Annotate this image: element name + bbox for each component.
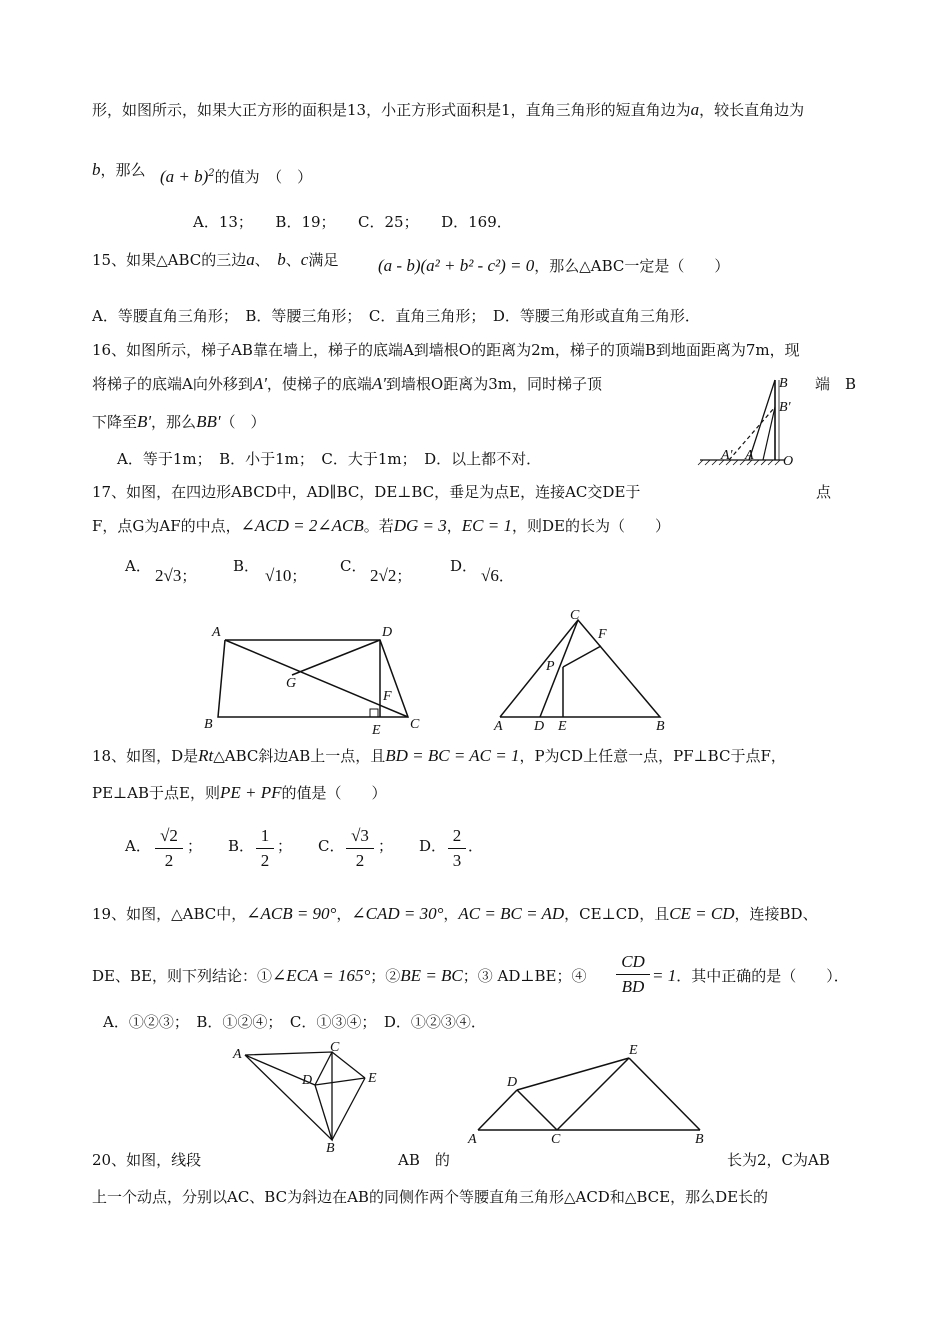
q18-frac-a: √2 2 [155,826,183,871]
q14-expr: $(a + b)^2$的值为 （ ） [160,167,313,186]
q20-line1-a: 20、如图，线段 [92,1151,202,1169]
fig1-A: A [212,625,221,640]
fig2-B: B [656,719,665,734]
fig3-E: E [368,1071,377,1086]
triangle-p-figure [490,610,680,735]
fig4-E: E [629,1043,638,1058]
q17-line2: F，点G为AF的中点，∠ACD = 2∠ACB。若DG = 3，EC = 1，则DE的长为（ ） [92,516,670,535]
q16-line2-tail: 端 B [815,375,857,393]
fig4-D: D [507,1075,518,1090]
fig1-C: C [410,717,420,732]
fig3-B: B [326,1141,335,1156]
q20-line1-b: AB 的 [398,1151,450,1169]
q17-option-d: D． [450,557,478,575]
label-A: A [745,448,754,463]
q18-opt-d: D． [419,837,447,855]
fig2-C: C [570,608,580,623]
q15-options: A．等腰直角三角形； B．等腰三角形； C．直角三角形； D．等腰三角形或直角三角形． [92,307,700,325]
q15-stem: 15、如果△ABC的三边a、 b、c满足 [92,250,339,269]
fig2-P: P [546,659,555,674]
q20-line2: 上一个动点，分别以AC、BC为斜边在AB的同侧作两个等腰直角三角形△ACD和△BCE，那么DE长的 [92,1188,769,1206]
q18-opt-a: A． [125,837,151,855]
q18-end: ． [468,837,484,855]
q18-semi-b: ； [277,837,293,855]
label-B: B [779,376,788,391]
fig1-E: E [372,723,381,738]
q18-semi-c: ； [378,837,394,855]
fig3-D: D [302,1073,313,1088]
label-Bp: B' [779,400,791,415]
q14-line2: b，那么 [92,160,146,179]
fig4-B: B [695,1132,704,1147]
q20-line1-c: 长为2，C为AB [727,1151,830,1169]
q19-line2-tail: = 1．其中正确的是（ ）． [652,966,849,985]
q18-opt-b: B． [228,837,255,855]
q14-options: A．13； B．19； C．25； D．169． [193,213,512,231]
q18-semi-a: ； [187,837,203,855]
fig1-B: B [204,717,213,732]
q15-expr: (a - b)(a² + b² - c²) = 0，那么△ABC一定是（ ） [378,256,730,275]
q18-line2: PE⊥AB于点E，则PE + PF的值是（ ） [92,783,387,802]
q17-option-a: A． [125,557,151,575]
ladder-figure [695,375,805,470]
q17-option-c: C． [340,557,367,575]
fig4-A: A [468,1132,477,1147]
q16-line1: 16、如图所示，梯子AB靠在墙上，梯子的底端A到墙根O的距离为2m，梯子的顶端B到地面距离为7m，现 [92,341,800,359]
q17-val-c: 2√2； [370,566,412,585]
q18-line1: 18、如图，D是Rt△ABC斜边AB上一点，且BD = BC = AC = 1，P为CD上任意一点，PF⊥BC于点F， [92,746,786,765]
label-Ap: A' [721,448,733,463]
q17-option-b: B． [233,557,260,575]
q19-figure [230,1040,390,1155]
fig2-A: A [494,719,503,734]
fig2-F: F [598,627,607,642]
trapezoid-figure [200,620,430,740]
fig3-A: A [233,1047,242,1062]
q19-options: A．①②③； B．①②④； C．①③④； D．①②③④． [103,1013,486,1031]
q14-line1: 形，如图所示，如果大正方形的面积是13，小正方形式面积是1，直角三角形的短直角边为a，较长直角边为 [92,100,805,119]
q20-figure [465,1040,715,1150]
q17-line1: 17、如图，在四边形ABCD中，AD∥BC，DE⊥BC，垂足为点E，连接AC交DE于 [92,483,641,501]
q18-opt-c: C． [318,837,345,855]
fig1-F: F [383,689,392,704]
q19-frac: CD BD [616,952,650,997]
var-a: a [690,100,700,119]
fig4-C: C [551,1132,561,1147]
fig3-C: C [330,1040,340,1055]
q16-options: A．等于1m； B．小于1m； C．大于1m； D．以上都不对． [117,450,542,468]
q16-line2: 将梯子的底端A向外移到A'，使梯子的底端A'到墙根O距离为3m，同时梯子顶 [92,374,602,393]
fig1-D: D [382,625,393,640]
q18-frac-b: 1 2 [256,826,274,871]
q18-frac-c: √3 2 [346,826,374,871]
q17-line1-tail: 点 [816,483,832,501]
q17-val-b: √10； [265,566,307,585]
q17-val-d: √6． [481,566,514,585]
fig2-D: D [534,719,545,734]
q17-val-a: 2√3； [155,566,197,585]
q19-line2: DE、BE，则下列结论：①∠ECA = 165°；②BE = BC；③ AD⊥BE；④ [92,966,587,985]
fig1-G: G [286,676,297,691]
q16-line3: 下降至B'，那么BB'（ ） [92,412,266,431]
label-O: O [783,454,794,469]
q19-line1: 19、如图，△ABC中，∠ACB = 90°，∠CAD = 30°，AC = BC = AD，CE⊥CD，且CE = CD，连接BD、 [92,904,818,923]
fig2-E: E [558,719,567,734]
q18-frac-d: 2 3 [448,826,466,871]
